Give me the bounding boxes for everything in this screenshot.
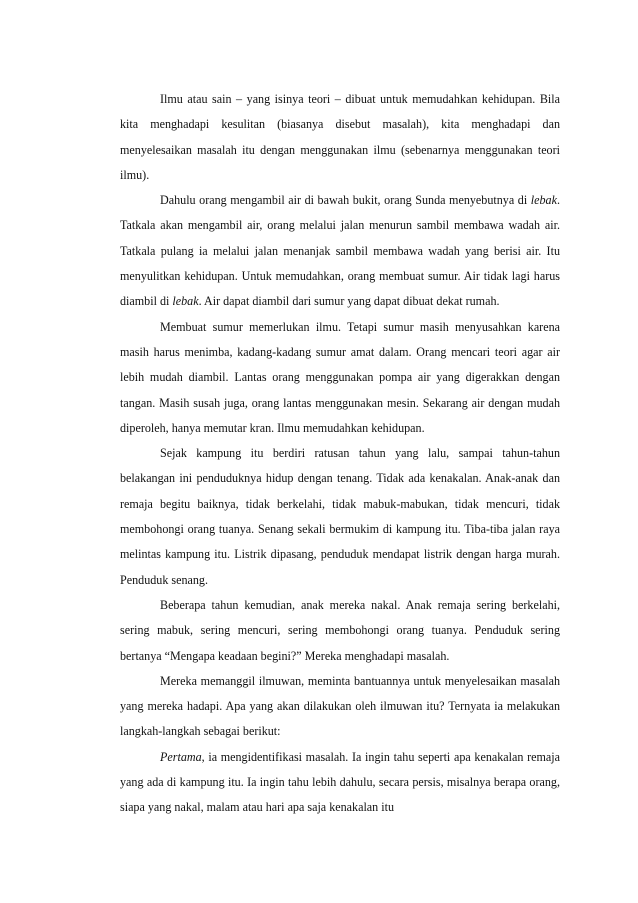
body-text [120, 87, 560, 821]
paragraph-2 [120, 188, 560, 314]
paragraph-4: Sejak kampung itu berdiri ratusan tahun yang lalu, sampai tahun-tahun belakangan ini penduduknya hidup dengan tenang. Tidak ada kenakalan. Anak-anak dan remaja begitu baiknya, tidak berkelahi, tidak mabuk-mabukan, tidak mencuri, tidak membohongi orang tuanya. Senang sekali bermukim di kampung itu. Tiba-tiba jalan raya melintas kampung itu. Listrik dipasang, penduduk mendapat listrik dengan harga murah. Penduduk senang. [120, 446, 560, 587]
term-lebak: lebak [172, 294, 199, 309]
term-pertama: Pertama [160, 749, 202, 764]
paragraph-5: Beberapa tahun kemudian, anak mereka nakal. Anak remaja sering berkelahi, sering mabuk, sering mencuri, sering membohongi orang tuanya. Penduduk sering bertanya “Mengapa keadaan begini?” Mereka menghadapi masalah. [120, 597, 560, 663]
paragraph-7-text: , ia mengidentifikasi masalah. Ia ingin tahu seperti apa kenakalan remaja yang ada di kampung itu. Ia ingin tahu lebih dahulu, secara persis, misalnya berapa orang, siapa yang nakal, malam atau hari apa saja kenakalan itu [120, 749, 560, 815]
paragraph-7 [120, 745, 560, 821]
paragraph-2-text: . Tatkala akan mengambil air, orang melalui jalan menurun sambil membawa wadah air. Tatkala pulang ia melalui jalan menanjak sambil membawa wadah yang berisi air. Itu menyulitkan kehidupan. Untuk memudahkan, orang membuat sumur. Air tidak lagi harus diambil di [120, 193, 560, 309]
paragraph-6: Mereka memanggil ilmuwan, meminta bantuannya untuk menyelesaikan masalah yang mereka hadapi. Apa yang akan dilakukan oleh ilmuwan itu? Ternyata ia melakukan langkah-langkah sebagai berikut: [120, 673, 560, 739]
paragraph-3: Membuat sumur memerlukan ilmu. Tetapi sumur masih menyusahkan karena masih harus menimba, kadang-kadang sumur amat dalam. Orang mencari teori agar air lebih mudah diambil. Lantas orang menggunakan pompa air yang digerakkan dengan tangan. Masih susah juga, orang lantas menggunakan mesin. Sekarang air dengan mudah diperoleh, hanya memutar kran. Ilmu memudahkan kehidupan. [120, 319, 560, 435]
paragraph-2-text: . Air dapat diambil dari sumur yang dapat dibuat dekat rumah. [198, 294, 500, 309]
paragraph-1: Ilmu atau sain – yang isinya teori – dibuat untuk memudahkan kehidupan. Bila kita menghadapi kesulitan (biasanya disebut masalah), kita menghadapi dan menyelesaikan masalah itu dengan menggunakan ilmu (sebenarnya menggunakan teori ilmu). [120, 92, 560, 182]
term-lebak: lebak [530, 193, 557, 208]
paragraph-2-text: Dahulu orang mengambil air di bawah bukit, orang Sunda menyebutnya di [160, 193, 531, 208]
